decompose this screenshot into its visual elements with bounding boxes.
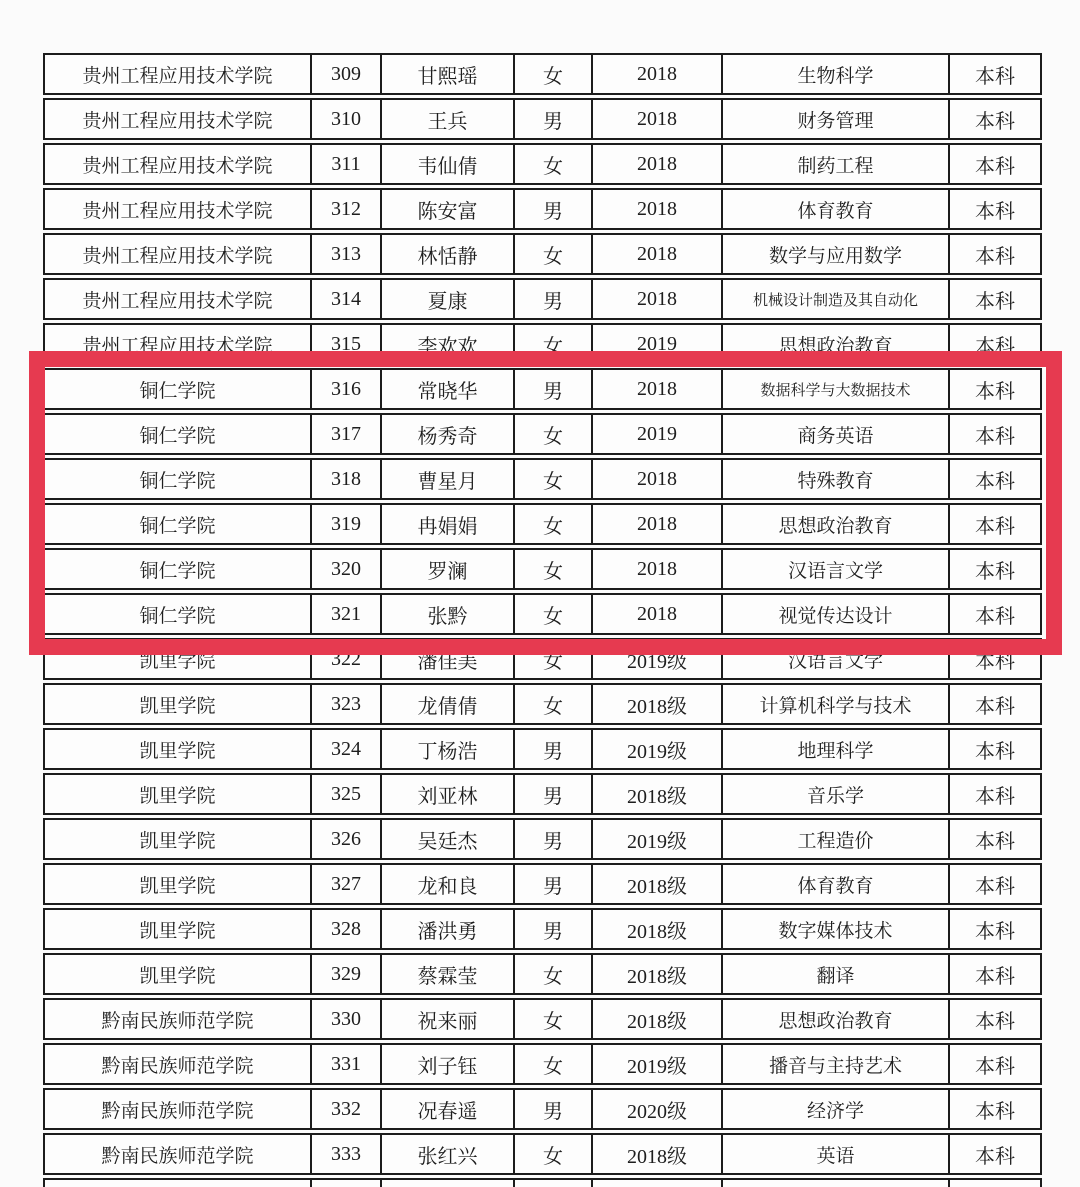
cell-level: 本科 [948, 1045, 1040, 1083]
cell-number: 319 [310, 505, 380, 543]
cell-major [721, 1180, 948, 1187]
cell-major: 思想政治教育 [721, 325, 948, 363]
cell-gender: 男 [513, 820, 591, 858]
cell-school: 凯里学院 [139, 650, 216, 672]
cell-name: 况春遥 [380, 1090, 513, 1128]
cell-major: 思想政治教育 [721, 1000, 948, 1038]
cell-gender: 女 [513, 415, 591, 453]
table-row [43, 413, 1042, 455]
cell-name: 王兵 [380, 100, 513, 138]
cell-school: 凯里学院 [139, 875, 216, 897]
cell-school: 凯里学院 [139, 830, 216, 852]
cell-school: 黔南民族师范学院 [101, 1145, 254, 1167]
cell-number: 316 [310, 370, 380, 408]
cell-gender: 男 [513, 1090, 591, 1128]
cell-year: 2020级 [591, 1090, 721, 1128]
table-row [43, 368, 1042, 410]
cell-school: 铜仁学院 [139, 605, 216, 627]
cell-level: 本科 [948, 415, 1040, 453]
cell-school: 凯里学院 [139, 920, 216, 942]
table-row [43, 53, 1042, 95]
table-row [43, 953, 1042, 995]
cell-number: 323 [310, 685, 380, 723]
cell-major: 生物科学 [721, 55, 948, 93]
cell-school: 贵州工程应用技术学院 [82, 335, 273, 357]
cell-level: 本科 [948, 910, 1040, 948]
cell-number: 322 [310, 640, 380, 678]
cell-level [948, 1180, 1040, 1187]
cell-number [310, 1180, 380, 1187]
cell-name: 夏康 [380, 280, 513, 318]
cell-gender: 男 [513, 910, 591, 948]
cell-gender [513, 1180, 591, 1187]
cell-year: 2019级 [591, 820, 721, 858]
cell-school: 贵州工程应用技术学院 [82, 110, 273, 132]
cell-gender: 女 [513, 955, 591, 993]
roster-table [43, 53, 1042, 1187]
table-row [43, 728, 1042, 770]
cell-number: 333 [310, 1135, 380, 1173]
cell-level: 本科 [948, 1090, 1040, 1128]
cell-gender: 女 [513, 145, 591, 183]
cell-gender: 女 [513, 1045, 591, 1083]
table-row [43, 863, 1042, 905]
cell-gender: 男 [513, 100, 591, 138]
cell-name: 罗澜 [380, 550, 513, 588]
cell-name: 刘子钰 [380, 1045, 513, 1083]
cell-school: 凯里学院 [139, 785, 216, 807]
table-row [43, 143, 1042, 185]
cell-number: 324 [310, 730, 380, 768]
cell-school: 贵州工程应用技术学院 [82, 245, 273, 267]
cell-year: 2018 [591, 280, 721, 318]
cell-major: 财务管理 [721, 100, 948, 138]
cell-name: 冉娟娟 [380, 505, 513, 543]
cell-level: 本科 [948, 280, 1040, 318]
cell-school: 黔南民族师范学院 [101, 1010, 254, 1032]
cell-name: 张黔 [380, 595, 513, 633]
cell-year: 2018级 [591, 775, 721, 813]
table-row [43, 773, 1042, 815]
cell-major: 翻译 [721, 955, 948, 993]
table-row [43, 503, 1042, 545]
cell-major: 特殊教育 [721, 460, 948, 498]
cell-gender: 女 [513, 460, 591, 498]
table-row [43, 683, 1042, 725]
cell-year: 2018级 [591, 865, 721, 903]
cell-name: 甘熙瑶 [380, 55, 513, 93]
cell-level: 本科 [948, 595, 1040, 633]
cell-level: 本科 [948, 865, 1040, 903]
cell-year: 2018级 [591, 1000, 721, 1038]
cell-level: 本科 [948, 730, 1040, 768]
cell-year: 2018 [591, 595, 721, 633]
cell-number: 325 [310, 775, 380, 813]
cell-gender: 男 [513, 280, 591, 318]
cell-school: 凯里学院 [139, 695, 216, 717]
cell-name: 刘亚林 [380, 775, 513, 813]
cell-number: 329 [310, 955, 380, 993]
cell-level: 本科 [948, 325, 1040, 363]
cell-year: 2018级 [591, 955, 721, 993]
cell-name: 韦仙倩 [380, 145, 513, 183]
cell-name: 李欢欢 [380, 325, 513, 363]
cell-number: 327 [310, 865, 380, 903]
cell-major: 工程造价 [721, 820, 948, 858]
cell-number: 314 [310, 280, 380, 318]
cell-level: 本科 [948, 460, 1040, 498]
cell-gender: 女 [513, 685, 591, 723]
table-row [43, 1043, 1042, 1085]
cell-gender: 女 [513, 1135, 591, 1173]
cell-year: 2018 [591, 190, 721, 228]
cell-major: 数字媒体技术 [721, 910, 948, 948]
cell-number: 313 [310, 235, 380, 273]
cell-major: 数学与应用数学 [721, 235, 948, 273]
cell-school: 铜仁学院 [139, 515, 216, 537]
cell-school: 凯里学院 [139, 740, 216, 762]
cell-gender: 女 [513, 595, 591, 633]
cell-name: 丁杨浩 [380, 730, 513, 768]
cell-number: 318 [310, 460, 380, 498]
cell-number: 332 [310, 1090, 380, 1128]
cell-name: 潘佳美 [380, 640, 513, 678]
cell-school: 贵州工程应用技术学院 [82, 65, 273, 87]
cell-number: 328 [310, 910, 380, 948]
cell-number: 320 [310, 550, 380, 588]
cell-major: 播音与主持艺术 [721, 1045, 948, 1083]
table-row [43, 188, 1042, 230]
cell-name: 曹星月 [380, 460, 513, 498]
table-row [43, 593, 1042, 635]
table-row [43, 1088, 1042, 1130]
cell-school: 铜仁学院 [139, 425, 216, 447]
cell-level: 本科 [948, 55, 1040, 93]
table-row [43, 1133, 1042, 1175]
cell-name: 张红兴 [380, 1135, 513, 1173]
cell-gender: 女 [513, 550, 591, 588]
cell-name: 吴廷杰 [380, 820, 513, 858]
cell-major: 汉语言文学 [721, 640, 948, 678]
cell-gender: 女 [513, 55, 591, 93]
cell-year: 2018级 [591, 1135, 721, 1173]
cell-school: 凯里学院 [139, 965, 216, 987]
table-row [43, 1178, 1042, 1187]
cell-school [45, 1180, 310, 1187]
cell-school: 贵州工程应用技术学院 [82, 155, 273, 177]
cell-major: 音乐学 [721, 775, 948, 813]
cell-major: 商务英语 [721, 415, 948, 453]
cell-level: 本科 [948, 1135, 1040, 1173]
cell-name: 杨秀奇 [380, 415, 513, 453]
table-row [43, 233, 1042, 275]
cell-year: 2019 [591, 415, 721, 453]
cell-number: 310 [310, 100, 380, 138]
table-row [43, 908, 1042, 950]
cell-number: 312 [310, 190, 380, 228]
cell-gender: 女 [513, 1000, 591, 1038]
table-row [43, 323, 1042, 365]
cell-year [591, 1180, 721, 1187]
cell-gender: 女 [513, 640, 591, 678]
cell-major: 机械设计制造及其自动化 [721, 280, 948, 318]
cell-number: 317 [310, 415, 380, 453]
cell-level: 本科 [948, 685, 1040, 723]
table-row [43, 998, 1042, 1040]
cell-year: 2018 [591, 55, 721, 93]
cell-year: 2019级 [591, 640, 721, 678]
cell-level: 本科 [948, 775, 1040, 813]
cell-school: 贵州工程应用技术学院 [82, 200, 273, 222]
cell-number: 309 [310, 55, 380, 93]
cell-major: 地理科学 [721, 730, 948, 768]
cell-name: 常晓华 [380, 370, 513, 408]
cell-year: 2018 [591, 145, 721, 183]
cell-level: 本科 [948, 820, 1040, 858]
cell-year: 2018 [591, 100, 721, 138]
cell-number: 321 [310, 595, 380, 633]
cell-year: 2018 [591, 370, 721, 408]
table-row [43, 98, 1042, 140]
table-row [43, 458, 1042, 500]
cell-year: 2018 [591, 505, 721, 543]
cell-level: 本科 [948, 100, 1040, 138]
cell-name: 祝来丽 [380, 1000, 513, 1038]
cell-major: 体育教育 [721, 865, 948, 903]
cell-level: 本科 [948, 370, 1040, 408]
cell-year: 2018 [591, 235, 721, 273]
cell-major: 制药工程 [721, 145, 948, 183]
cell-number: 311 [310, 145, 380, 183]
cell-school: 铜仁学院 [139, 470, 216, 492]
cell-major: 视觉传达设计 [721, 595, 948, 633]
cell-school: 黔南民族师范学院 [101, 1055, 254, 1077]
cell-major: 体育教育 [721, 190, 948, 228]
cell-number: 331 [310, 1045, 380, 1083]
cell-year: 2018 [591, 550, 721, 588]
cell-gender: 女 [513, 505, 591, 543]
cell-level: 本科 [948, 505, 1040, 543]
cell-major: 计算机科学与技术 [721, 685, 948, 723]
cell-number: 326 [310, 820, 380, 858]
table-row [43, 548, 1042, 590]
table-row [43, 818, 1042, 860]
cell-school: 贵州工程应用技术学院 [82, 290, 273, 312]
cell-school: 铜仁学院 [139, 560, 216, 582]
cell-level: 本科 [948, 640, 1040, 678]
cell-gender: 女 [513, 235, 591, 273]
cell-number: 315 [310, 325, 380, 363]
cell-level: 本科 [948, 955, 1040, 993]
cell-gender: 女 [513, 325, 591, 363]
cell-major: 经济学 [721, 1090, 948, 1128]
cell-number: 330 [310, 1000, 380, 1038]
cell-year: 2018级 [591, 910, 721, 948]
cell-school: 铜仁学院 [139, 380, 216, 402]
cell-school: 黔南民族师范学院 [101, 1100, 254, 1122]
cell-gender: 男 [513, 190, 591, 228]
cell-year: 2019级 [591, 1045, 721, 1083]
cell-major: 英语 [721, 1135, 948, 1173]
cell-major: 思想政治教育 [721, 505, 948, 543]
cell-year: 2018级 [591, 685, 721, 723]
cell-major: 汉语言文学 [721, 550, 948, 588]
cell-name: 龙倩倩 [380, 685, 513, 723]
cell-name: 龙和良 [380, 865, 513, 903]
cell-year: 2019 [591, 325, 721, 363]
cell-gender: 男 [513, 775, 591, 813]
cell-level: 本科 [948, 1000, 1040, 1038]
cell-level: 本科 [948, 235, 1040, 273]
cell-level: 本科 [948, 145, 1040, 183]
cell-name: 陈安富 [380, 190, 513, 228]
table-row [43, 278, 1042, 320]
cell-gender: 男 [513, 865, 591, 903]
cell-gender: 男 [513, 730, 591, 768]
cell-name: 林恬静 [380, 235, 513, 273]
cell-name [380, 1180, 513, 1187]
cell-year: 2019级 [591, 730, 721, 768]
cell-name: 蔡霖莹 [380, 955, 513, 993]
cell-major: 数据科学与大数据技术 [721, 370, 948, 408]
cell-gender: 男 [513, 370, 591, 408]
cell-level: 本科 [948, 550, 1040, 588]
table-row [43, 638, 1042, 680]
cell-year: 2018 [591, 460, 721, 498]
cell-level: 本科 [948, 190, 1040, 228]
cell-name: 潘洪勇 [380, 910, 513, 948]
